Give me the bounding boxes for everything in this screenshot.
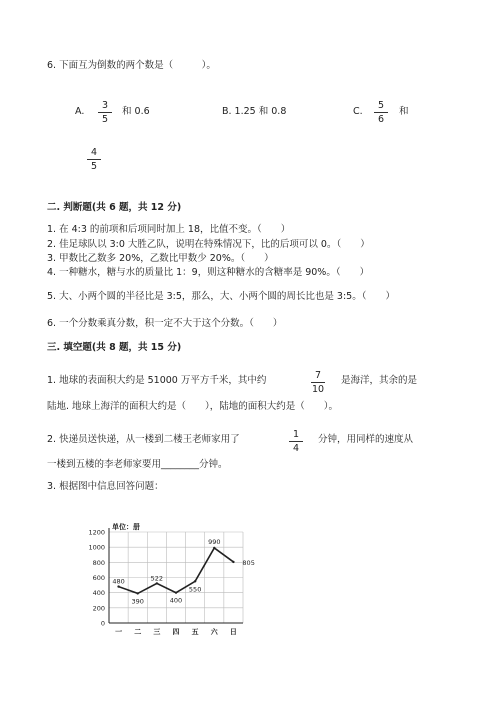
- q6-option-c-fraction-2: [86, 147, 102, 172]
- fill-q1-line1-start: 1. 地球的表面积大约是 51000 万平方千米，其中约: [47, 375, 267, 386]
- x-tick-label: 一: [115, 628, 123, 636]
- series-line: [119, 548, 234, 594]
- y-tick-label: 800: [92, 558, 105, 567]
- x-tick-label: 二: [134, 628, 142, 636]
- data-label: 390: [131, 597, 144, 606]
- chart-data-labels: [112, 538, 254, 606]
- judge-item-6: 6. 一个分数乘真分数，积一定不大于这个分数。（ ）: [47, 318, 283, 329]
- fraction-numerator: 3: [101, 100, 109, 111]
- fill-q2-line2: 一楼到五楼的李老师家要用________分钟。: [47, 459, 228, 470]
- y-tick-label: 600: [92, 574, 105, 582]
- fraction-numerator: 1: [292, 429, 300, 440]
- fill-q1-fraction: [310, 370, 326, 395]
- fraction-numerator: 5: [377, 100, 385, 111]
- q6-option-a-fraction: [97, 100, 113, 125]
- fill-q3-stem: 3. 根据图中信息回答问题：: [47, 481, 164, 492]
- line-chart: [80, 515, 255, 640]
- y-tick-label: 0: [100, 619, 105, 628]
- q6-option-b: B. 1.25 和 0.8: [222, 106, 287, 117]
- fraction-denominator: 6: [377, 114, 385, 125]
- chart-grid: [109, 532, 243, 623]
- data-label: 400: [169, 596, 183, 605]
- judge-item-4: 4. 一种糖水，糖与水的质量比 1：9，则这种糖水的含糖率是 90%。（ ）: [47, 267, 370, 278]
- fraction-bar: [87, 159, 101, 160]
- x-tick-label: 六: [210, 628, 218, 636]
- chart-series: [117, 547, 234, 595]
- fill-q1-line2: 陆地. 地球上海洋的面积大约是（ ），陆地的面积大约是（ ）。: [47, 401, 339, 412]
- fill-q1-line1-end: 是海洋，其余的是: [341, 375, 418, 386]
- judge-item-3: 3. 甲数比乙数多 20%，乙数比甲数少 20%。（ ）: [47, 253, 274, 264]
- fraction-denominator: 5: [101, 114, 109, 125]
- judge-item-2: 2. 佳足球队以 3:0 大胜乙队，说明在特殊情况下，比的后项可以 0。（ ）: [47, 239, 370, 250]
- fraction-bar: [98, 112, 112, 113]
- fraction-bar: [311, 382, 325, 383]
- q6-option-c-label: C.: [353, 106, 363, 117]
- judge-item-5: 5. 大、小两个圆的半径比是 3:5，那么，大、小两个圆的周长比也是 3:5。（ ）: [47, 291, 395, 302]
- q6-option-a-label: A.: [75, 106, 85, 117]
- q6-stem: 6. 下面互为倒数的两个数是（ ）。: [47, 60, 216, 71]
- fill-q2-line1-end: 分钟，用同样的速度从: [318, 434, 414, 445]
- fraction-bar: [374, 112, 388, 113]
- x-tick-label: 五: [191, 628, 199, 636]
- data-point: [117, 585, 119, 587]
- chart-title: 单位：册: [112, 523, 140, 531]
- fraction-numerator: 7: [314, 370, 322, 381]
- data-label: 522: [150, 574, 164, 583]
- section2-title: 二. 判断题(共 6 题，共 12 分): [47, 202, 182, 213]
- data-label: 990: [208, 537, 221, 546]
- chart-y-ticks: [88, 529, 105, 628]
- fill-q2-line1-start: 2. 快递员送快递，从一楼到二楼王老师家用了: [47, 434, 240, 445]
- fraction-bar: [289, 441, 303, 442]
- data-point: [194, 580, 196, 582]
- data-label: 805: [242, 558, 255, 567]
- chart-x-ticks: [115, 627, 237, 636]
- y-tick-label: 400: [92, 589, 105, 598]
- y-tick-label: 1000: [88, 543, 105, 552]
- x-tick-label: 日: [229, 628, 237, 636]
- y-tick-label: 200: [92, 604, 105, 613]
- chart-axes: [109, 528, 243, 623]
- data-point: [213, 547, 215, 549]
- data-point: [137, 592, 139, 594]
- fraction-denominator: 4: [292, 443, 300, 454]
- fill-q2-fraction: [288, 429, 304, 454]
- q6-option-c-fraction: [373, 100, 389, 125]
- fraction-numerator: 4: [90, 147, 98, 158]
- data-label: 480: [112, 577, 125, 586]
- judge-item-1: 1. 在 4:3 的前项和后项同时加上 18，比值不变。（ ）: [47, 224, 291, 235]
- data-point: [232, 561, 234, 563]
- q6-option-c-text: 和: [399, 106, 409, 117]
- data-label: 550: [188, 585, 202, 594]
- q6-option-a-text: 和 0.6: [122, 106, 150, 117]
- section3-title: 三. 填空题(共 8 题，共 15 分): [47, 342, 182, 353]
- x-tick-label: 三: [153, 628, 161, 636]
- fraction-denominator: 5: [90, 161, 98, 172]
- fraction-denominator: 10: [311, 384, 325, 395]
- y-tick-label: 1200: [88, 528, 105, 537]
- x-tick-label: 四: [172, 628, 180, 636]
- data-point: [175, 591, 177, 593]
- data-point: [156, 582, 158, 584]
